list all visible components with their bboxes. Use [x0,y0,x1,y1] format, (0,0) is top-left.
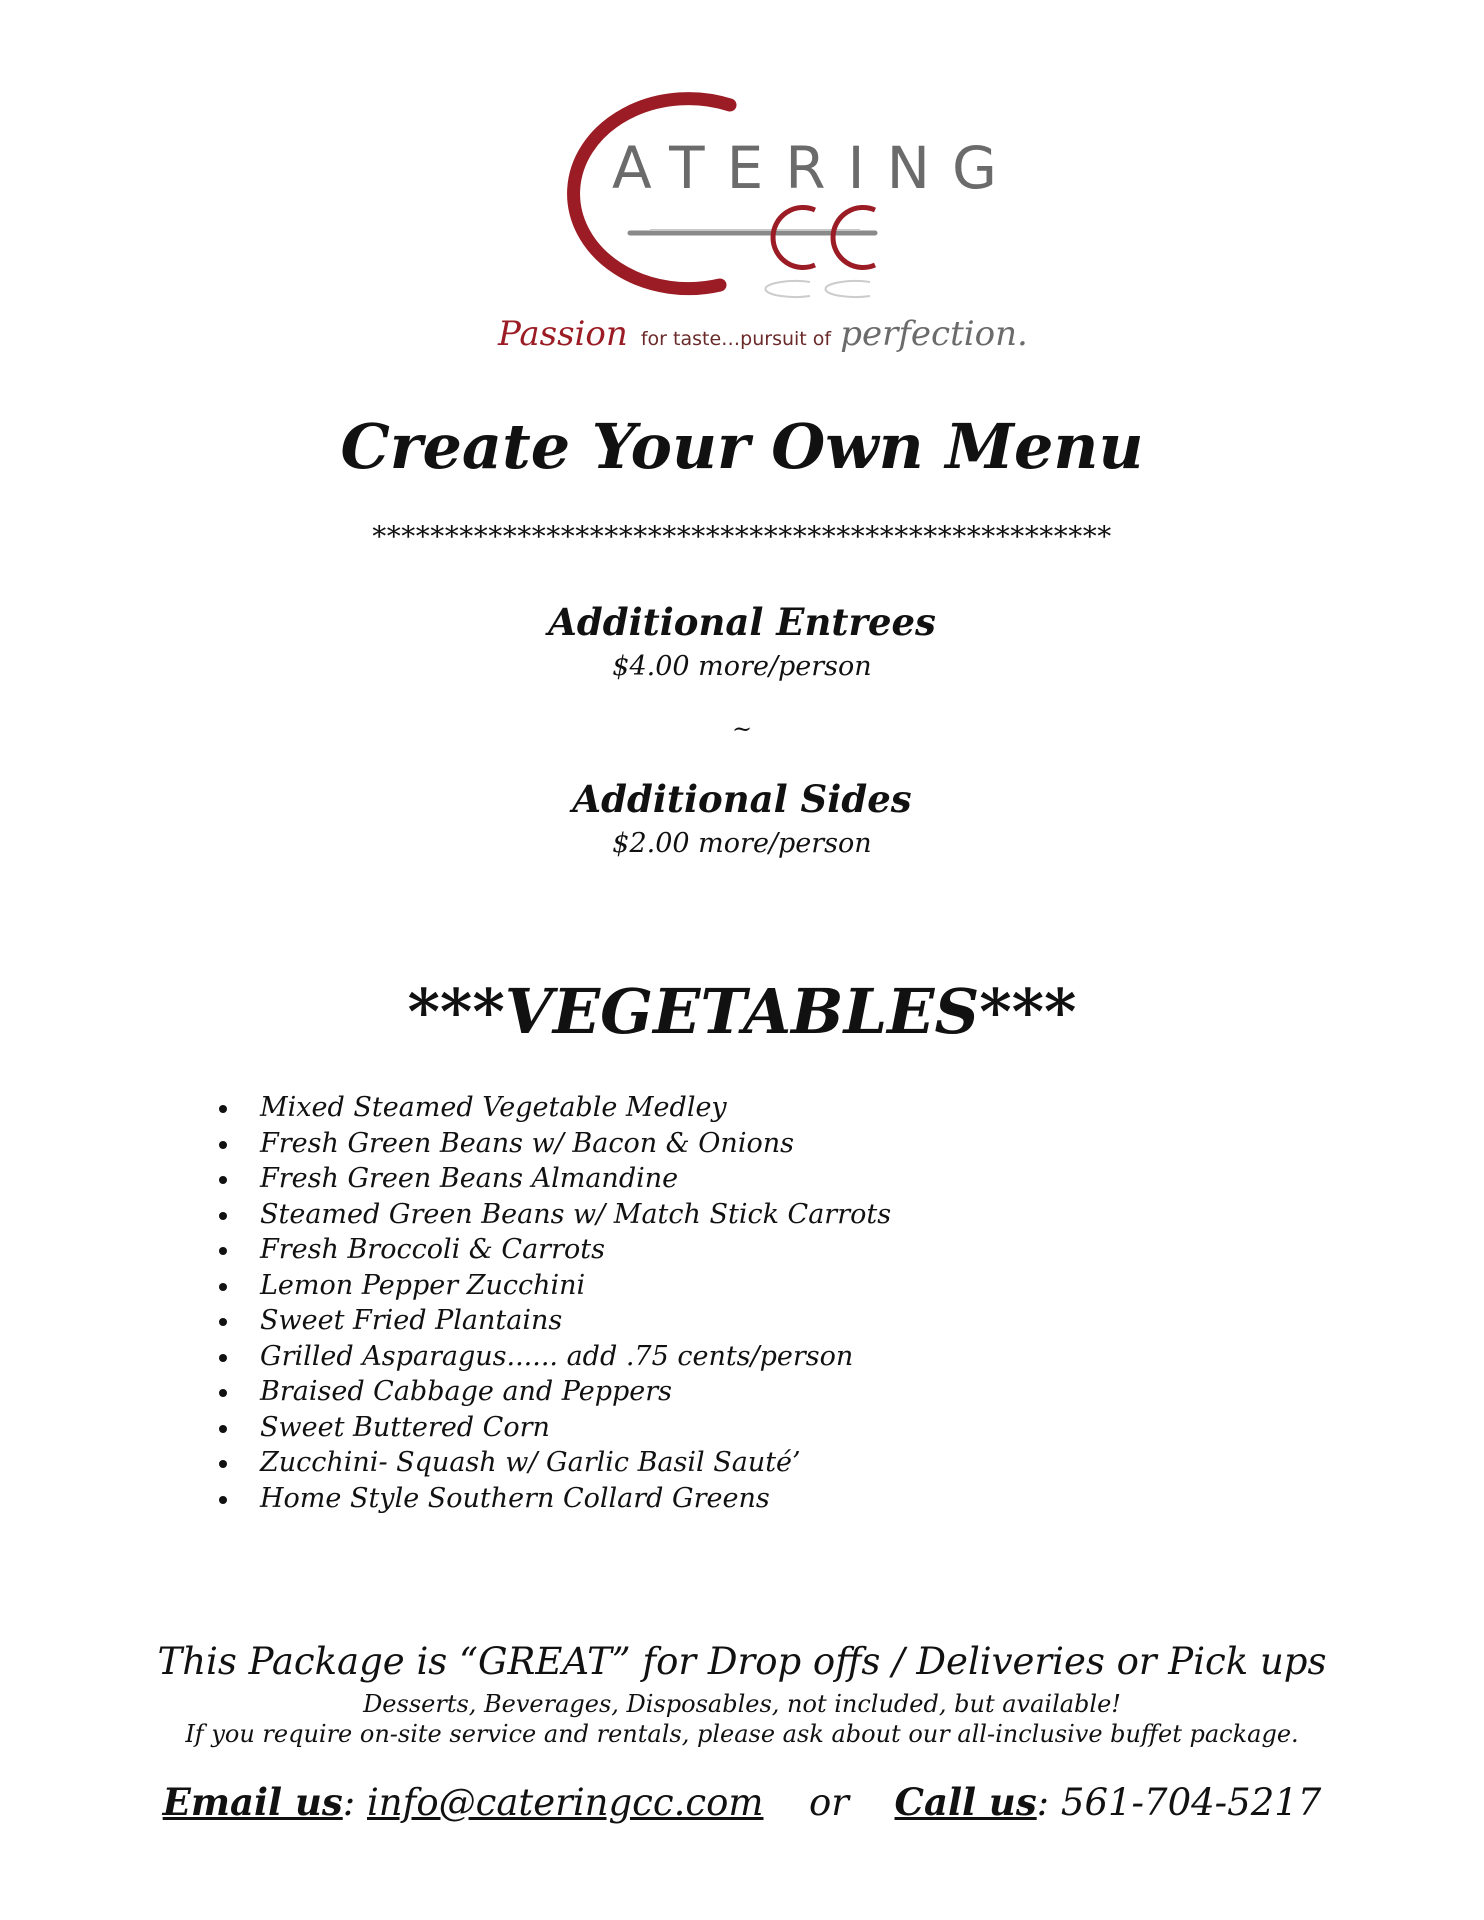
logo-tagline: Passion for taste…pursuit of perfection. [498,314,1028,354]
logo-small-c-2 [833,208,875,268]
logo-small-c-1 [773,208,815,268]
logo-wordmark: ATERING [612,134,1019,202]
list-item: Braised Cabbage and Peppers [215,1374,891,1410]
email-link[interactable]: info@cateringcc.com [366,1781,764,1824]
additional-sides-heading: Additional Sides [572,777,912,821]
additional-sides-price: $2.00 more/person [612,828,872,859]
catering-cc-logo [480,70,1028,390]
list-item: Fresh Broccoli & Carrots [215,1232,891,1268]
logo-graphic [480,70,1028,390]
list-item: Fresh Green Beans Almandine [215,1161,891,1197]
list-item: Grilled Asparagus...... add .75 cents/person [215,1339,891,1375]
email-label: Email us [162,1780,343,1824]
vegetables-heading: ***VEGETABLES*** [407,975,1077,1048]
list-item: Home Style Southern Collard Greens [215,1481,891,1517]
list-item: Zucchini- Squash w/ Garlic Basil Sauté’ [215,1445,891,1481]
on-site-service-note: If you require on-site service and rentals, please ask about our all-inclusive buffet package. [185,1720,1299,1748]
list-item: Lemon Pepper Zucchini [215,1268,891,1304]
call-label: Call us [894,1780,1037,1824]
list-item: Sweet Buttered Corn [215,1410,891,1446]
phone-number[interactable]: 561-704-5217 [1060,1781,1322,1824]
page-title: Create Your Own Menu [340,410,1144,483]
list-item: Mixed Steamed Vegetable Medley [215,1090,891,1126]
additional-entrees-price: $4.00 more/person [612,651,872,682]
vegetable-list [215,1090,891,1516]
list-item: Fresh Green Beans w/ Bacon & Onions [215,1126,891,1162]
list-item: Steamed Green Beans w/ Match Stick Carrots [215,1197,891,1233]
additional-entrees-heading: Additional Entrees [548,600,936,644]
star-separator: *************************************************** [372,520,1112,553]
contact-line: Email us: info@cateringcc.com or Call us: 561-704-5217 [162,1780,1322,1824]
or-text: or [809,1781,849,1824]
not-included-note: Desserts, Beverages, Disposables, not included, but available! [363,1690,1121,1718]
section-divider: ~ [731,715,753,743]
package-info: This Package is “GREAT” for Drop offs / Deliveries or Pick ups [157,1640,1327,1683]
list-item: Sweet Fried Plantains [215,1303,891,1339]
